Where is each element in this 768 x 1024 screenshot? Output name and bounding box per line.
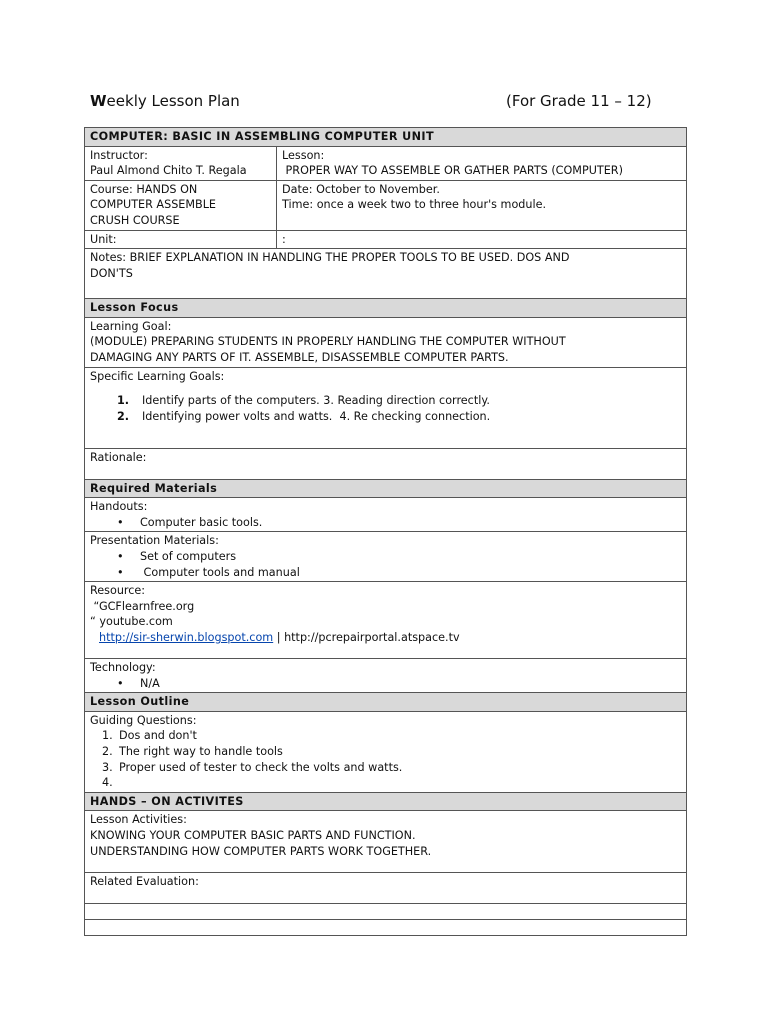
technology-cell bbox=[85, 659, 687, 693]
presentation-label: Presentation Materials: bbox=[90, 534, 219, 548]
course-line-3: CRUSH COURSE bbox=[90, 213, 180, 227]
presentation-item bbox=[90, 565, 681, 581]
unit-label: Unit: bbox=[85, 230, 277, 249]
specific-goals-label: Specific Learning Goals: bbox=[90, 369, 225, 383]
outline-header: Lesson Outline bbox=[85, 693, 687, 712]
lesson-label: Lesson: bbox=[282, 148, 325, 162]
rationale-label: Rationale: bbox=[90, 450, 147, 464]
evaluation-label: Related Evaluation: bbox=[90, 875, 199, 889]
activities-line-2: UNDERSTANDING HOW COMPUTER PARTS WORK TOGETHER. bbox=[90, 844, 432, 858]
resource-label: Resource: bbox=[90, 584, 146, 598]
materials-header-row bbox=[85, 479, 687, 498]
handouts-label: Handouts: bbox=[90, 500, 148, 514]
unit-header-row bbox=[85, 128, 687, 147]
question-item bbox=[90, 760, 681, 776]
spacer bbox=[90, 384, 681, 393]
resource-row bbox=[85, 582, 687, 659]
learning-goal-row bbox=[85, 317, 687, 367]
item-number: 2. bbox=[102, 745, 113, 759]
date-text: Date: October to November. bbox=[282, 182, 440, 196]
handouts-cell bbox=[85, 498, 687, 532]
activities-row bbox=[85, 811, 687, 873]
activities-header-row bbox=[85, 792, 687, 811]
title-initial: W bbox=[90, 92, 107, 110]
lesson-plan-table bbox=[84, 127, 687, 936]
lesson-title: PROPER WAY TO ASSEMBLE OR GATHER PARTS (COMPUTER) bbox=[282, 164, 623, 178]
activities-label: Lesson Activities: bbox=[90, 813, 187, 827]
bullet-icon: • bbox=[117, 565, 124, 579]
learning-goal-cell bbox=[85, 317, 687, 367]
item-text: Computer tools and manual bbox=[140, 565, 300, 579]
course-row bbox=[85, 180, 687, 230]
blank-cell bbox=[85, 920, 687, 936]
technology-row bbox=[85, 659, 687, 693]
specific-goals-row bbox=[85, 367, 687, 448]
instructor-row bbox=[85, 146, 687, 180]
instructor-cell bbox=[85, 146, 277, 180]
item-number: 4. bbox=[102, 776, 113, 790]
resource-links bbox=[90, 630, 681, 646]
link-separator: | http://pcrepairportal.atspace.tv bbox=[273, 630, 460, 644]
schedule-cell bbox=[277, 180, 687, 230]
item-text: The right way to handle tools bbox=[119, 745, 283, 759]
resource-line-2: “ youtube.com bbox=[90, 615, 173, 629]
item-number: 1. bbox=[117, 394, 130, 408]
outline-header-row bbox=[85, 693, 687, 712]
question-item bbox=[90, 728, 681, 744]
unit-header: COMPUTER: BASIC IN ASSEMBLING COMPUTER UNIT bbox=[85, 128, 687, 147]
item-text: N/A bbox=[140, 676, 160, 690]
item-text: Identify parts of the computers. 3. Reading direction correctly. bbox=[142, 394, 490, 408]
learning-goal-label: Learning Goal: bbox=[90, 319, 172, 333]
item-text: Proper used of tester to check the volts and watts. bbox=[119, 760, 403, 774]
item-number: 2. bbox=[117, 409, 130, 423]
course-cell bbox=[85, 180, 277, 230]
activities-line-1: KNOWING YOUR COMPUTER BASIC PARTS AND FUNCTION. bbox=[90, 829, 416, 843]
learning-goal-line-1: (MODULE) PREPARING STUDENTS IN PROPERLY HANDLING THE COMPUTER WITHOUT bbox=[90, 335, 566, 349]
notes-cell bbox=[85, 249, 687, 299]
technology-label: Technology: bbox=[90, 661, 156, 675]
course-line-2: COMPUTER ASSEMBLE bbox=[90, 198, 216, 212]
item-number: 1. bbox=[102, 729, 113, 743]
item-text: Dos and don't bbox=[119, 729, 197, 743]
unit-row bbox=[85, 230, 687, 249]
bullet-icon: • bbox=[117, 515, 124, 529]
unit-value: : bbox=[277, 230, 687, 249]
specific-goal-item bbox=[90, 393, 681, 409]
materials-header: Required Materials bbox=[85, 479, 687, 498]
notes-line-1: Notes: BRIEF EXPLANATION IN HANDLING THE PROPER TOOLS TO BE USED. DOS AND bbox=[90, 251, 570, 265]
blank-row bbox=[85, 904, 687, 920]
guiding-questions-cell bbox=[85, 711, 687, 792]
presentation-row bbox=[85, 532, 687, 582]
document-title bbox=[90, 92, 240, 110]
lesson-focus-header: Lesson Focus bbox=[85, 299, 687, 318]
question-item bbox=[90, 744, 681, 760]
item-text: Set of computers bbox=[140, 549, 237, 563]
specific-goal-item bbox=[90, 409, 681, 425]
title-rest: eekly Lesson Plan bbox=[106, 92, 240, 110]
guiding-questions-label: Guiding Questions: bbox=[90, 713, 197, 727]
blank-row bbox=[85, 920, 687, 936]
question-item bbox=[90, 775, 681, 791]
notes-line-2: DON'TS bbox=[90, 266, 133, 280]
evaluation-cell bbox=[85, 873, 687, 904]
blank-cell bbox=[85, 904, 687, 920]
instructor-label: Instructor: bbox=[90, 148, 148, 162]
resource-line-1: “GCFlearnfree.org bbox=[90, 599, 195, 613]
bullet-icon: • bbox=[117, 676, 124, 690]
activities-header: HANDS – ON ACTIVITES bbox=[85, 792, 687, 811]
technology-item bbox=[90, 676, 681, 692]
lesson-cell bbox=[277, 146, 687, 180]
evaluation-row bbox=[85, 873, 687, 904]
handout-item bbox=[90, 515, 681, 531]
bullet-icon: • bbox=[117, 549, 124, 563]
item-number: 3. bbox=[102, 760, 113, 774]
item-text: Identifying power volts and watts. 4. Re checking connection. bbox=[142, 409, 491, 423]
time-text: Time: once a week two to three hour's module. bbox=[282, 198, 547, 212]
specific-goals-cell bbox=[85, 367, 687, 448]
handouts-row bbox=[85, 498, 687, 532]
notes-row bbox=[85, 249, 687, 299]
grade-label: (For Grade 11 – 12) bbox=[506, 92, 652, 110]
course-line-1: Course: HANDS ON bbox=[90, 182, 198, 196]
guiding-questions-row bbox=[85, 711, 687, 792]
resource-cell bbox=[85, 582, 687, 659]
blog-link[interactable]: http://sir-sherwin.blogspot.com bbox=[99, 630, 274, 644]
item-text: Computer basic tools. bbox=[140, 515, 263, 529]
lesson-focus-header-row bbox=[85, 299, 687, 318]
instructor-name: Paul Almond Chito T. Regala bbox=[90, 164, 247, 178]
presentation-cell bbox=[85, 532, 687, 582]
presentation-item bbox=[90, 549, 681, 565]
rationale-row bbox=[85, 448, 687, 479]
rationale-cell bbox=[85, 448, 687, 479]
learning-goal-line-2: DAMAGING ANY PARTS OF IT. ASSEMBLE, DISASSEMBLE COMPUTER PARTS. bbox=[90, 350, 509, 364]
activities-cell bbox=[85, 811, 687, 873]
